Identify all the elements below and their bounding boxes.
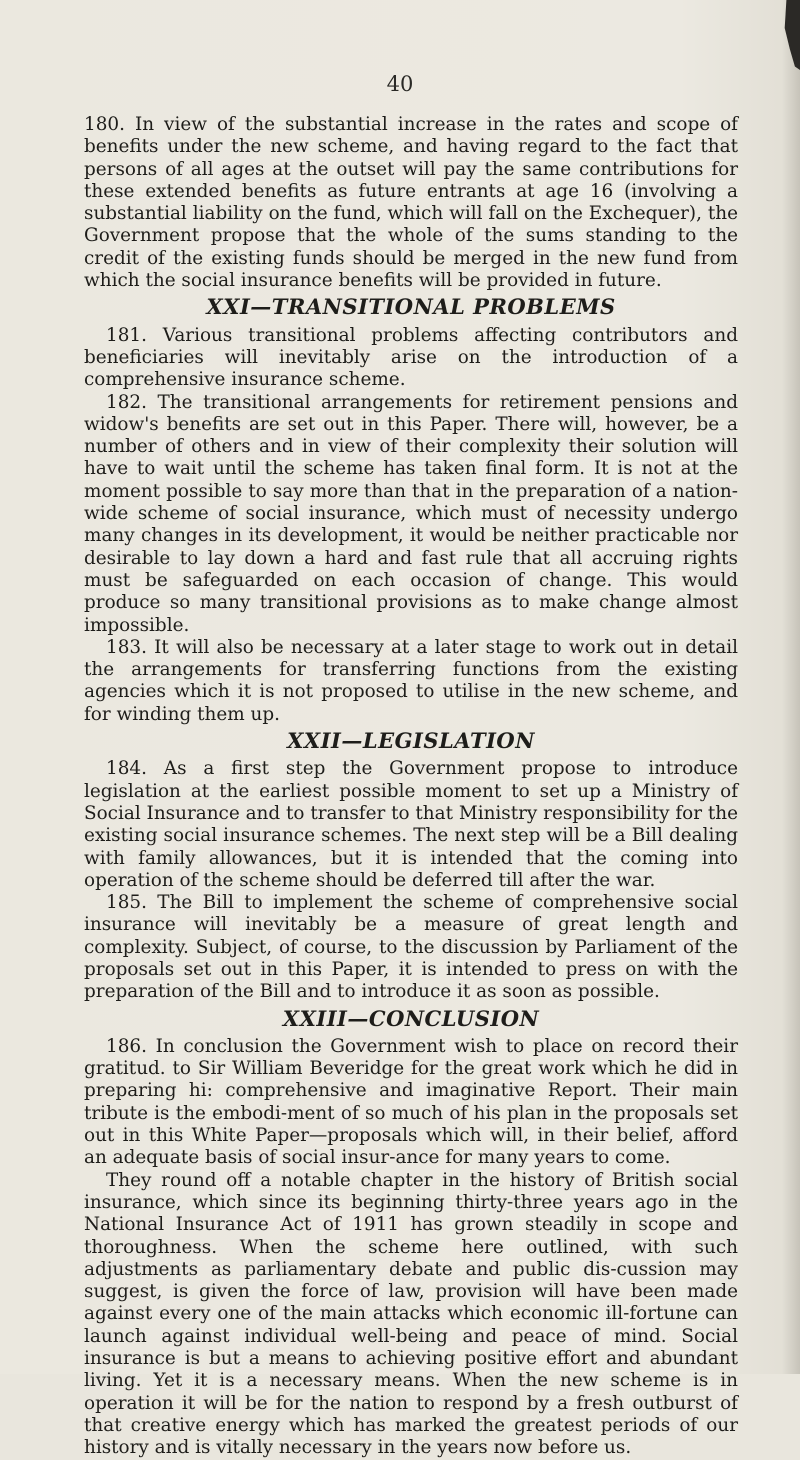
paragraph-186: 186. In conclusion the Government wish to place on record their gratitud. to Sir William Beveridge for the great work which he did in preparing hi: comprehensive and imaginative Report. Their main tribute is the embodi-ment of so much of his plan in the proposals set out in this White Paper—proposals which will, in their belief, afford an adequate basis of social insur-ance for many years to come.	[84, 1035, 738, 1169]
paragraph-181: 181. Various transitional problems affecting contributors and beneficiaries will inevitably arise on the introduction of a comprehensive insurance scheme.	[84, 324, 738, 391]
document-body	[84, 114, 738, 1460]
paragraph-184: 184. As a first step the Government propose to introduce legislation at the earliest possible moment to set up a Ministry of Social Insurance and to transfer to that Ministry responsibility for the existing social insurance schemes. The next step will be a Bill dealing with family allowances, but it is intended that the coming into operation of the scheme should be deferred till after the war.	[84, 758, 738, 891]
paragraph-183: 183. It will also be necessary at a later stage to work out in detail the arrangements for transferring functions from the existing agencies which it is not proposed to utilise in the new scheme, and for winding them up.	[84, 636, 738, 725]
section-heading-legislation: XXII—LEGISLATION	[287, 728, 535, 754]
paragraph-185: 185. The Bill to implement the scheme of comprehensive social insurance will inevitably be a measure of great length and complexity. Subject, of course, to the discussion by Parliament of the proposals set out in this Paper, it is intended to press on with the preparation of the Bill and to introduce it as soon as possible.	[84, 892, 738, 1003]
page-number: 40	[386, 72, 414, 96]
paragraph-182: 182. The transitional arrangements for retirement pensions and widow's benefits are set out in this Paper. There will, however, be a number of others and in view of their complexity their solution will have to wait until the scheme has taken final form. It is not at the moment possible to say more than that in the preparation of a nation-wide scheme of social insurance, which must of necessity undergo many changes in its development, it would be neither practicable nor desirable to lay down a hard and fast rule that all accruing rights must be safeguarded on each occasion of change. This would produce so many transitional provisions as to make change almost impossible.	[84, 391, 738, 636]
paragraph-180: 180. In view of the substantial increase in the rates and scope of benefits under the new scheme, and having regard to the fact that persons of all ages at the outset will pay the same contributions for these extended benefits as future entrants at age 16 (involving a substantial liability on the fund, which will fall on the Exchequer), the Government propose that the whole of the sums standing to the credit of the existing funds should be merged in the new fund from which the social insurance benefits will be provided in future.	[84, 114, 738, 292]
page-edge-shadow	[782, 0, 800, 1374]
section-heading-conclusion: XXIII—CONCLUSION	[282, 1005, 540, 1031]
section-heading-transitional-problems: XXI—TRANSITIONAL PROBLEMS	[206, 294, 616, 320]
paragraph-186-continued: They round off a notable chapter in the history of British social insurance, which since its beginning thirty-three years ago in the National Insurance Act of 1911 has grown steadily in scope and thoroughness. When the scheme here outlined, with such adjustments as parliamentary debate and public dis-cussion may suggest, is given the force of law, provision will have been made against every one of the main attacks which economic ill-fortune can launch against individual well-being and peace of mind. Social insurance is but a means to achieving positive effort and abundant living. Yet it is a necessary means. When the new scheme is in operation it will be for the nation to respond by a fresh outburst of that creative energy which has marked the greatest periods of our history and is vitally necessary in the years now before us.	[84, 1169, 738, 1459]
